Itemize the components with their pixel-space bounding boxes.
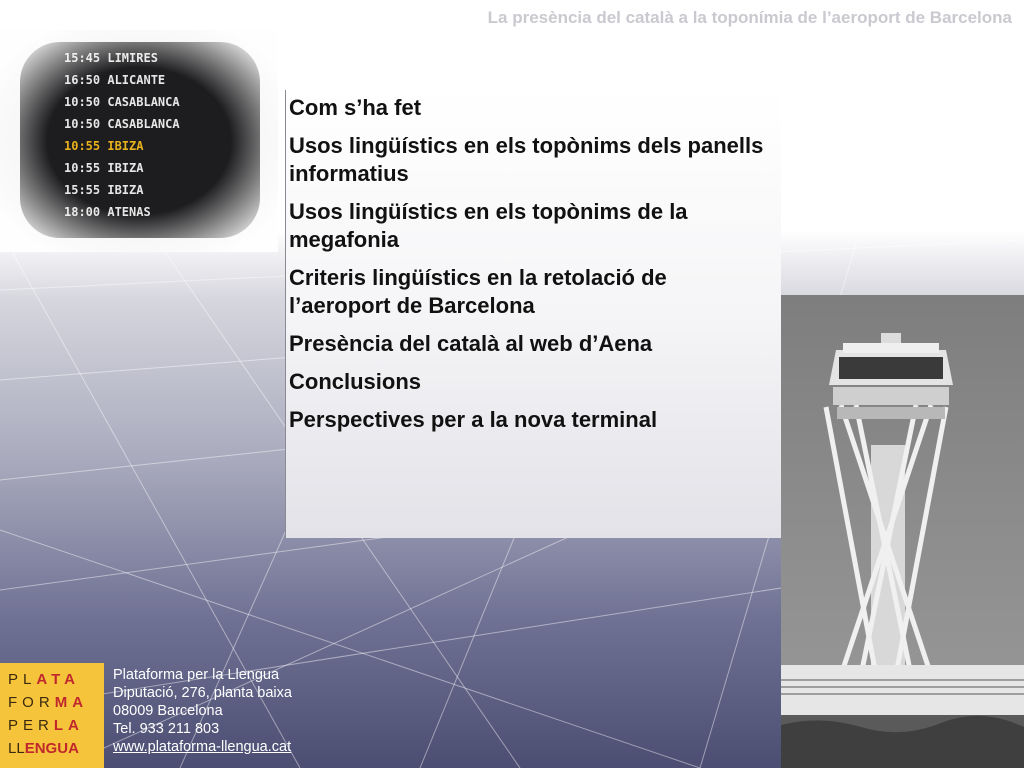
contact-info [113, 666, 292, 756]
topic-item: Usos lingüístics en els topònims de la megafonia [289, 199, 688, 252]
contact-address: Diputació, 276, planta baixa [113, 685, 292, 701]
topic-item: Com s’ha fet [289, 95, 422, 120]
title-bar [0, 0, 1024, 34]
topic-item: Criteris lingüístics en la retolació de l’aeroport de Barcelona [289, 265, 667, 318]
contact-phone: Tel. 933 211 803 [113, 721, 220, 737]
flight-board-image [0, 30, 278, 252]
website-link[interactable]: www.plataforma-llengua.cat [113, 739, 292, 755]
contact-city: 08009 Barcelona [113, 703, 223, 719]
logo-row: PLATA [8, 671, 80, 688]
topic-item: Perspectives per a la nova terminal [289, 407, 658, 432]
topic-item: Presència del català al web d’Aena [289, 331, 653, 356]
topic-list [289, 94, 769, 444]
logo-row: LLENGUA [8, 740, 79, 757]
logo-row: PERLA [8, 717, 84, 734]
logo-row: FORMA [8, 694, 89, 711]
contact-org: Plataforma per la Llengua [113, 667, 280, 683]
topic-item: Conclusions [289, 369, 422, 394]
control-tower-photo [781, 295, 1024, 768]
topic-item: Usos lingüístics en els topònims dels panells informatius [289, 133, 764, 186]
content-panel [285, 90, 781, 538]
plataforma-logo [0, 663, 104, 768]
slide-title: La presència del català a la toponímia de l’aeroport de Barcelona [487, 8, 1012, 27]
